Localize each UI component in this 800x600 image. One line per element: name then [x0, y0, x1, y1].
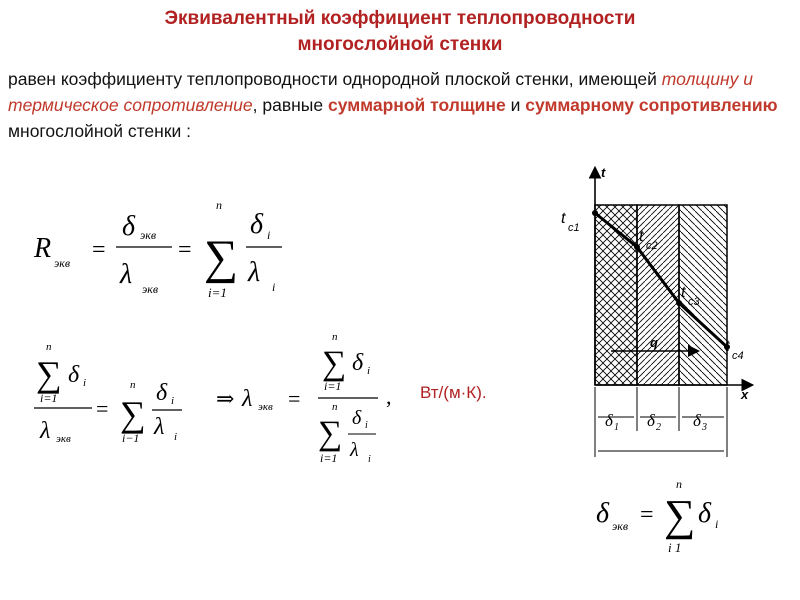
subscript-ekv: экв: [612, 519, 629, 533]
formula-equivalent-thickness: [594, 478, 744, 558]
title-line-2: многослойной стенки: [297, 34, 503, 55]
equals-sign: =: [96, 396, 109, 421]
subscript-i: i: [174, 431, 178, 443]
title-line-1: Эквивалентный коэффициент теплопроводности: [164, 8, 636, 29]
sum-lower-i1: i=1: [320, 451, 338, 465]
sum-sign: ∑: [120, 394, 146, 434]
sum-sign: ∑: [36, 354, 62, 394]
sum-lower-i1: i=1: [324, 379, 342, 393]
wall-layer-1: [595, 205, 637, 385]
intro-text-1: равен коэффициенту теплопроводности однородной плоской стенки, имеющей: [8, 69, 662, 89]
intro-text-4: многослойной стенки :: [8, 121, 191, 141]
subscript-i: i: [171, 395, 175, 407]
implies-arrow: ⇒: [216, 386, 235, 411]
wall-layer-3: [679, 205, 727, 385]
subscript-i: i: [272, 280, 276, 294]
subscript-ekv: экв: [140, 228, 157, 242]
intro-text-3: и: [505, 95, 526, 115]
sum-upper-n: n: [332, 331, 338, 343]
subscript-i: i: [83, 377, 87, 389]
t-axis-label: t: [601, 165, 606, 180]
symbol-delta: δ: [156, 380, 168, 406]
label-t: t: [681, 284, 686, 301]
subscript-i: i: [715, 517, 719, 531]
sum-lower-i1: i=1: [40, 391, 58, 405]
symbol-delta: δ: [352, 407, 362, 429]
x-axis-label: x: [741, 387, 749, 402]
multilayer-wall-diagram: [555, 155, 770, 475]
label-t: t: [639, 228, 644, 245]
subscript-ekv: экв: [142, 282, 159, 296]
intro-highlight-thickness-resistance: толщину и термическое сопротивление: [8, 69, 753, 115]
symbol-delta: δ: [122, 211, 136, 242]
comma: ,: [386, 384, 392, 409]
symbol-lambda: λ: [120, 259, 133, 290]
intro-text-2: , равные: [252, 95, 328, 115]
label-d3: 3: [702, 422, 707, 433]
symbol-lambda: λ: [40, 418, 51, 444]
sum-sign: ∑: [322, 345, 347, 382]
sum-lower-i1: i 1: [668, 540, 682, 555]
symbol-lambda: λ: [248, 257, 261, 288]
subscript-ekv: экв: [56, 433, 71, 445]
label-c3: c3: [688, 296, 700, 308]
label-c2: c2: [646, 240, 658, 252]
label-c1: c1: [568, 222, 580, 234]
equals-sign: =: [288, 386, 301, 411]
slide-title: [0, 6, 800, 58]
label-d2: 2: [656, 422, 661, 433]
label-t: t: [561, 210, 566, 227]
subscript-ekv: экв: [54, 256, 71, 270]
symbol-delta: δ: [698, 498, 712, 529]
label-t: t: [725, 338, 730, 355]
symbol-delta: δ: [250, 209, 264, 240]
sum-sign: ∑: [318, 415, 343, 452]
symbol-delta: δ: [596, 498, 610, 529]
equals-sign: =: [92, 237, 106, 263]
symbol-delta: δ: [68, 362, 80, 388]
equals-sign: =: [178, 237, 192, 263]
formula-equivalent-resistance: [30, 195, 290, 305]
heat-flux-label: q: [650, 335, 658, 350]
symbol-delta: δ: [352, 350, 364, 376]
sum-sign: ∑: [664, 491, 696, 540]
subscript-i: i: [367, 365, 371, 377]
sum-lower-i1: i=1: [208, 285, 227, 300]
subscript-ekv: экв: [258, 401, 273, 413]
intro-highlight-total-thickness: суммарной толщине: [327, 95, 506, 115]
label-delta: δ: [693, 411, 701, 430]
label-delta: δ: [605, 411, 613, 430]
units-label: Вт/(м·К).: [420, 383, 487, 402]
intro-highlight-total-resistance: суммарному сопротивлению: [525, 95, 778, 115]
label-delta: δ: [647, 411, 655, 430]
subscript-i: i: [368, 454, 371, 465]
subscript-i: i: [267, 228, 271, 242]
sum-lower-i1: i−1: [122, 431, 140, 445]
symbol-lambda: λ: [350, 439, 359, 461]
symbol-R: R: [34, 233, 52, 264]
sum-upper-n: n: [46, 341, 52, 353]
point-tc1: [592, 210, 598, 216]
label-c4: c4: [732, 350, 744, 362]
sum-upper-n: n: [676, 477, 682, 491]
sum-sign: ∑: [204, 231, 239, 284]
equals-sign: =: [640, 502, 654, 528]
intro-paragraph: [8, 66, 792, 144]
label-d1: 1: [614, 422, 619, 433]
formula-equivalent-conductivity: [32, 330, 412, 470]
sum-upper-n: n: [332, 401, 338, 413]
sum-upper-n: n: [216, 198, 222, 212]
subscript-i: i: [365, 420, 368, 431]
sum-upper-n: n: [130, 379, 136, 391]
symbol-lambda: λ: [154, 414, 165, 440]
symbol-lambda: λ: [242, 386, 253, 412]
